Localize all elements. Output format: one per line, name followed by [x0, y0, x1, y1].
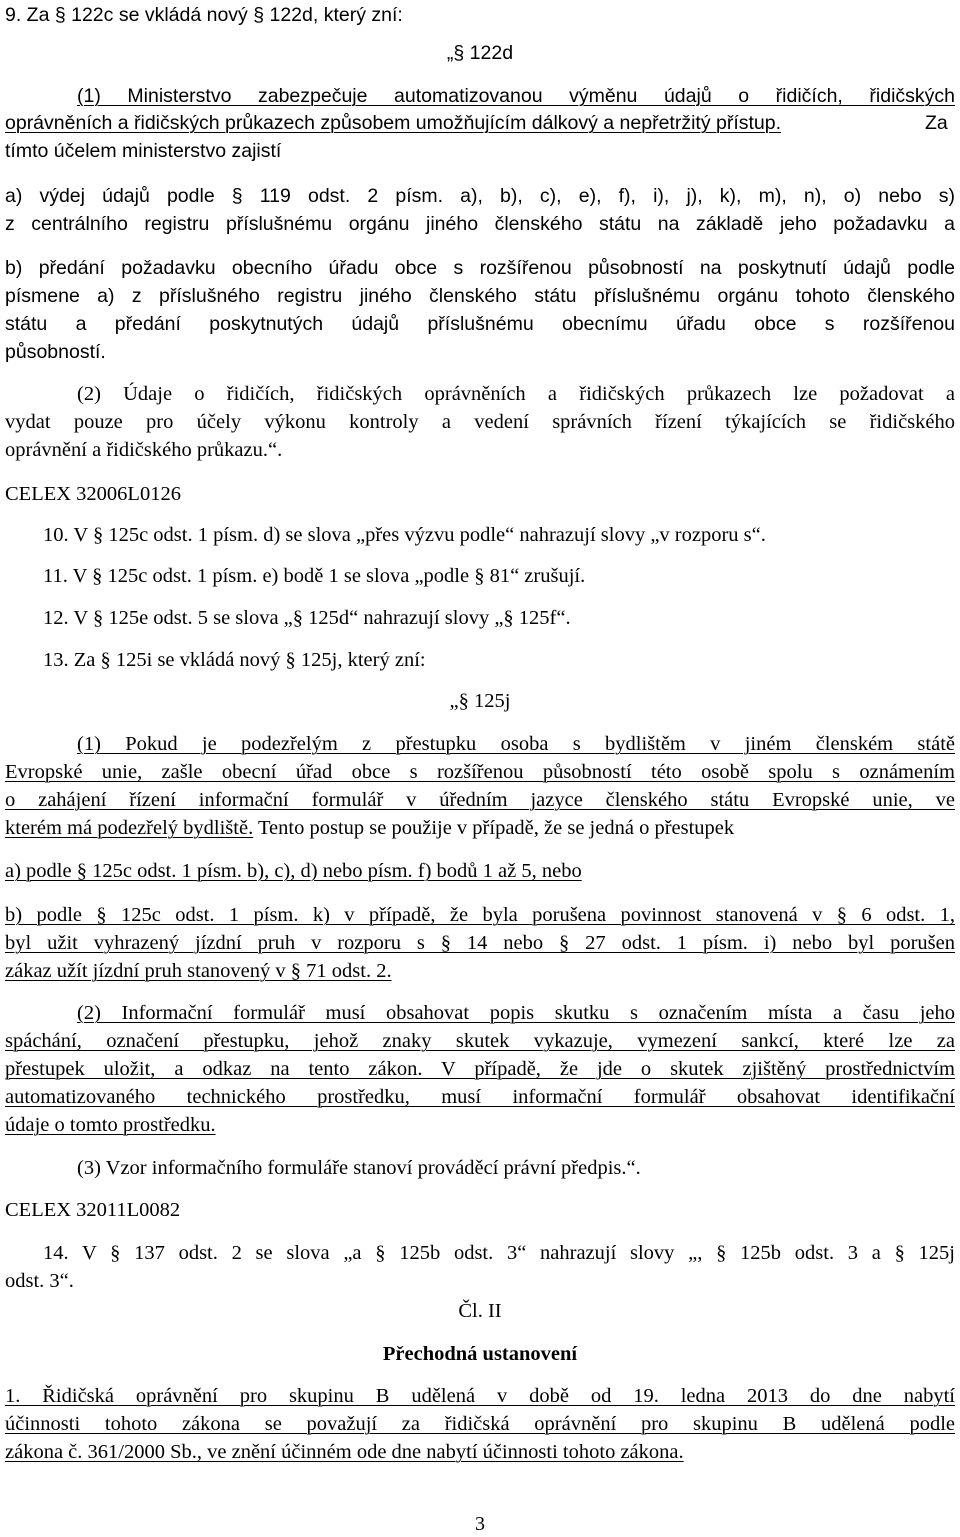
celex-reference-2: CELEX 32011L0082: [5, 1199, 181, 1221]
paragraph-122d-1-line-2-end: Za: [925, 112, 948, 134]
transitional-line-1: 1. Řidičská oprávnění pro skupinu B udělená v době od 19. ledna 2013 do dne nabytí: [5, 1385, 955, 1407]
amendment-item-9: 9. Za § 122c se vkládá nový § 122d, který zní:: [5, 4, 403, 26]
amendment-item-11: 11. V § 125c odst. 1 písm. e) bodě 1 se slova „podle § 81“ zrušují.: [43, 565, 586, 587]
paragraph-125j-2-line-2: spáchání, označení přestupku, jehož znaky skutek vykazuje, vymezení sankcí, které lze za: [5, 1030, 955, 1052]
paragraph-125j-1-line-1: (1) Pokud je podezřelým z přestupku osoba s bydlištěm v jiném členském státě: [77, 733, 955, 755]
amendment-item-10: 10. V § 125c odst. 1 písm. d) se slova „přes výzvu podle“ nahrazují slovy „v rozporu s“.: [43, 524, 766, 546]
page-number: 3: [475, 1513, 485, 1535]
transitional-line-2: účinnosti tohoto zákona se považují za řidičská oprávnění pro skupinu B udělená podle: [5, 1413, 955, 1435]
paragraph-125j-3: (3) Vzor informačního formuláře stanoví prováděcí právní předpis.“.: [77, 1157, 641, 1179]
paragraph-125j-2-line-4: automatizovaného technického prostředku, musí informační formulář obsahovat identifikační: [5, 1086, 955, 1108]
article-title: Čl. II: [458, 1300, 502, 1322]
paragraph-122d-2-line-3: oprávnění a řidičského průkazu.“.: [5, 439, 283, 461]
paragraph-125j-a: a) podle § 125c odst. 1 písm. b), c), d) nebo písm. f) bodů 1 až 5, nebo: [5, 860, 582, 882]
paragraph-125j-2-line-3: přestupek uložit, a odkaz na tento zákon. V případě, že jde o skutek zjištěný prostřednictvím: [5, 1058, 955, 1080]
paragraph-122d-1-line-1: (1) Ministerstvo zabezpečuje automatizovanou výměnu údajů o řidičích, řidičských: [77, 85, 955, 107]
article-subtitle: Přechodná ustanovení: [382, 1343, 578, 1365]
paragraph-125j-1-line-2: Evropské unie, zašle obecní úřad obce s rozšířenou působností této osobě spolu s oznámením: [5, 761, 955, 783]
amendment-item-13: 13. Za § 125i se vkládá nový § 125j, který zní:: [43, 649, 426, 671]
paragraph-122d-b-line-1: b) předání požadavku obecního úřadu obce s rozšířenou působností na poskytnutí údajů podle: [5, 257, 955, 279]
paragraph-122d-a-line-2: z centrálního registru příslušnému orgánu jiného členského státu na základě jeho požadavku a: [5, 213, 955, 235]
paragraph-122d-1-line-2: oprávněních a řidičských průkazech způsobem umožňujícím dálkový a nepřetržitý přístup.: [5, 112, 782, 134]
paragraph-122d-1-line-3: tímto účelem ministerstvo zajistí: [5, 140, 282, 162]
transitional-line-3: zákona č. 361/2000 Sb., ve znění účinném ode dne nabytí účinnosti tohoto zákona.: [5, 1441, 684, 1463]
paragraph-125j-1-line-3: o zahájení řízení informační formulář v úředním jazyce členského státu Evropské unie, ve: [5, 789, 955, 811]
section-122d-title: „§ 122d: [446, 42, 514, 64]
amendment-item-12: 12. V § 125e odst. 5 se slova „§ 125d“ nahrazují slovy „§ 125f“.: [43, 607, 571, 629]
paragraph-125j-b-line-3: zákaz užít jízdní pruh stanovený v § 71 odst. 2.: [5, 960, 392, 982]
amendment-item-14-line-2: odst. 3“.: [5, 1270, 74, 1292]
section-125j-title: „§ 125j: [449, 690, 511, 712]
paragraph-122d-b-line-4: působností.: [5, 341, 106, 363]
paragraph-122d-2-line-2: vydat pouze pro účely výkonu kontroly a vedení správních řízení týkajících se řidičského: [5, 411, 955, 433]
paragraph-122d-2-line-1: (2) Údaje o řidičích, řidičských oprávněních a řidičských průkazech lze požadovat a: [77, 383, 955, 405]
paragraph-125j-b-line-1: b) podle § 125c odst. 1 písm. k) v případě, že byla porušena povinnost stanovená v § 6 odst. 1,: [5, 904, 955, 926]
paragraph-125j-2-line-5: údaje o tomto prostředku.: [5, 1114, 216, 1136]
paragraph-125j-b-line-2: byl užit vyhrazený jízdní pruh v rozporu s § 14 nebo § 27 odst. 1 písm. i) nebo byl porušen: [5, 932, 955, 954]
paragraph-125j-1-line-4: kterém má podezřelý bydliště. Tento postup se použije v případě, že se jedná o přestupek: [5, 817, 735, 839]
amendment-item-14-line-1: 14. V § 137 odst. 2 se slova „a § 125b odst. 3“ nahrazují slovy „, § 125b odst. 3 a § 125j: [43, 1242, 955, 1264]
paragraph-125j-2-line-1: (2) Informační formulář musí obsahovat popis skutku s označením místa a času jeho: [77, 1002, 955, 1024]
paragraph-122d-b-line-3: státu a předání poskytnutých údajů příslušnému obecnímu úřadu obce s rozšířenou: [5, 313, 955, 335]
paragraph-122d-a-line-1: a) výdej údajů podle § 119 odst. 2 písm. a), b), c), e), f), i), j), k), m), n), o) nebo s): [5, 185, 955, 207]
paragraph-122d-b-line-2: písmene a) z příslušného registru jiného členského státu příslušnému orgánu tohoto členského: [5, 285, 955, 307]
celex-reference-1: CELEX 32006L0126: [5, 483, 181, 505]
